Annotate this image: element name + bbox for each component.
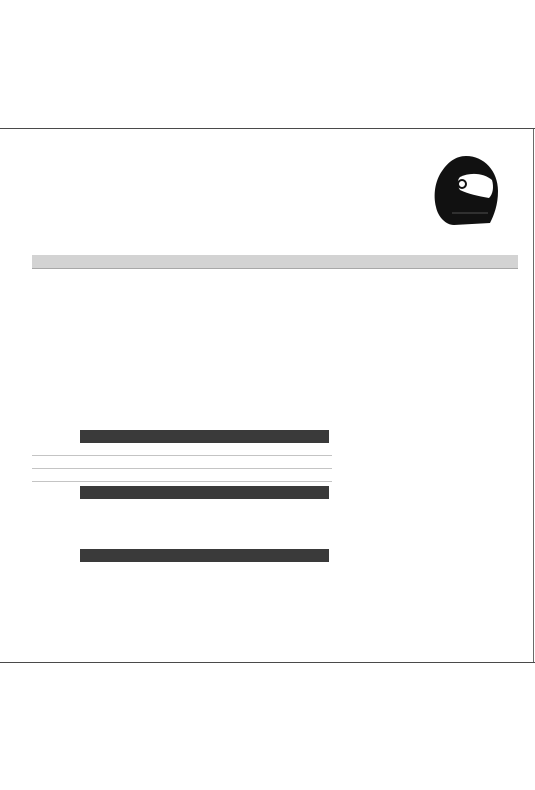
shoes-cm-row [32,469,332,482]
eu-size-row [32,255,518,269]
size-band-row [32,242,518,255]
size-chart-sheet [0,128,535,663]
helmet-section-header [80,549,329,562]
gloves-cm-row [32,528,332,541]
textile-size-table [32,242,518,269]
shoes-section-header [80,430,329,443]
shoes-eu-row [32,443,332,456]
helmet-icon [432,153,500,227]
shoes-us-row [32,456,332,469]
gloves-us-row [32,514,332,527]
gloves-eu-row [32,500,332,513]
right-border-rule [533,129,534,662]
gloves-section-header [80,486,329,499]
